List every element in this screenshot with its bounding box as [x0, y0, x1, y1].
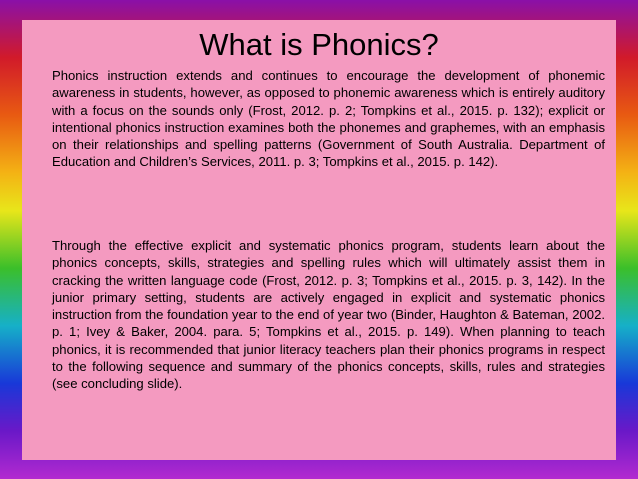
slide-title: What is Phonics?: [199, 27, 439, 62]
paragraph-phonics-definition: Phonics instruction extends and continues to encourage the development of phonemic awareness in students, however, as opposed to phonemic awareness which is entirely auditory with a focus on the sounds only (Frost, 2012. p. 2; Tompkins et al., 2015. p. 132); explicit or intentional phonics instruction examines both the phonemes and graphemes, with an emphasis on their relationships and spelling patterns (Government of South Australia. Department of Education and Children’s Services, 2011. p. 3; Tompkins et al., 2015. p. 142).: [52, 68, 605, 170]
slide-panel: [22, 20, 616, 460]
paragraph-phonics-program: Through the effective explicit and systematic phonics program, students learn about the phonics concepts, skills, strategies and spelling rules which will ultimately assist them in cracking the written language code (Frost, 2012. p. 3; Tompkins et al., 2015. p. 3, 142). In the junior primary setting, students are actively engaged in explicit and systematic phonics instruction from the foundation year to the end of year two (Binder, Haughton & Bateman, 2002. p. 1; Ivey & Baker, 2004. para. 5; Tompkins et al., 2015. p. 149). When planning to teach phonics, it is recommended that junior literacy teachers plan their phonics programs in respect to the following sequence and summary of the phonics concepts, skills, rules and strategies (see concluding slide).: [52, 238, 605, 392]
